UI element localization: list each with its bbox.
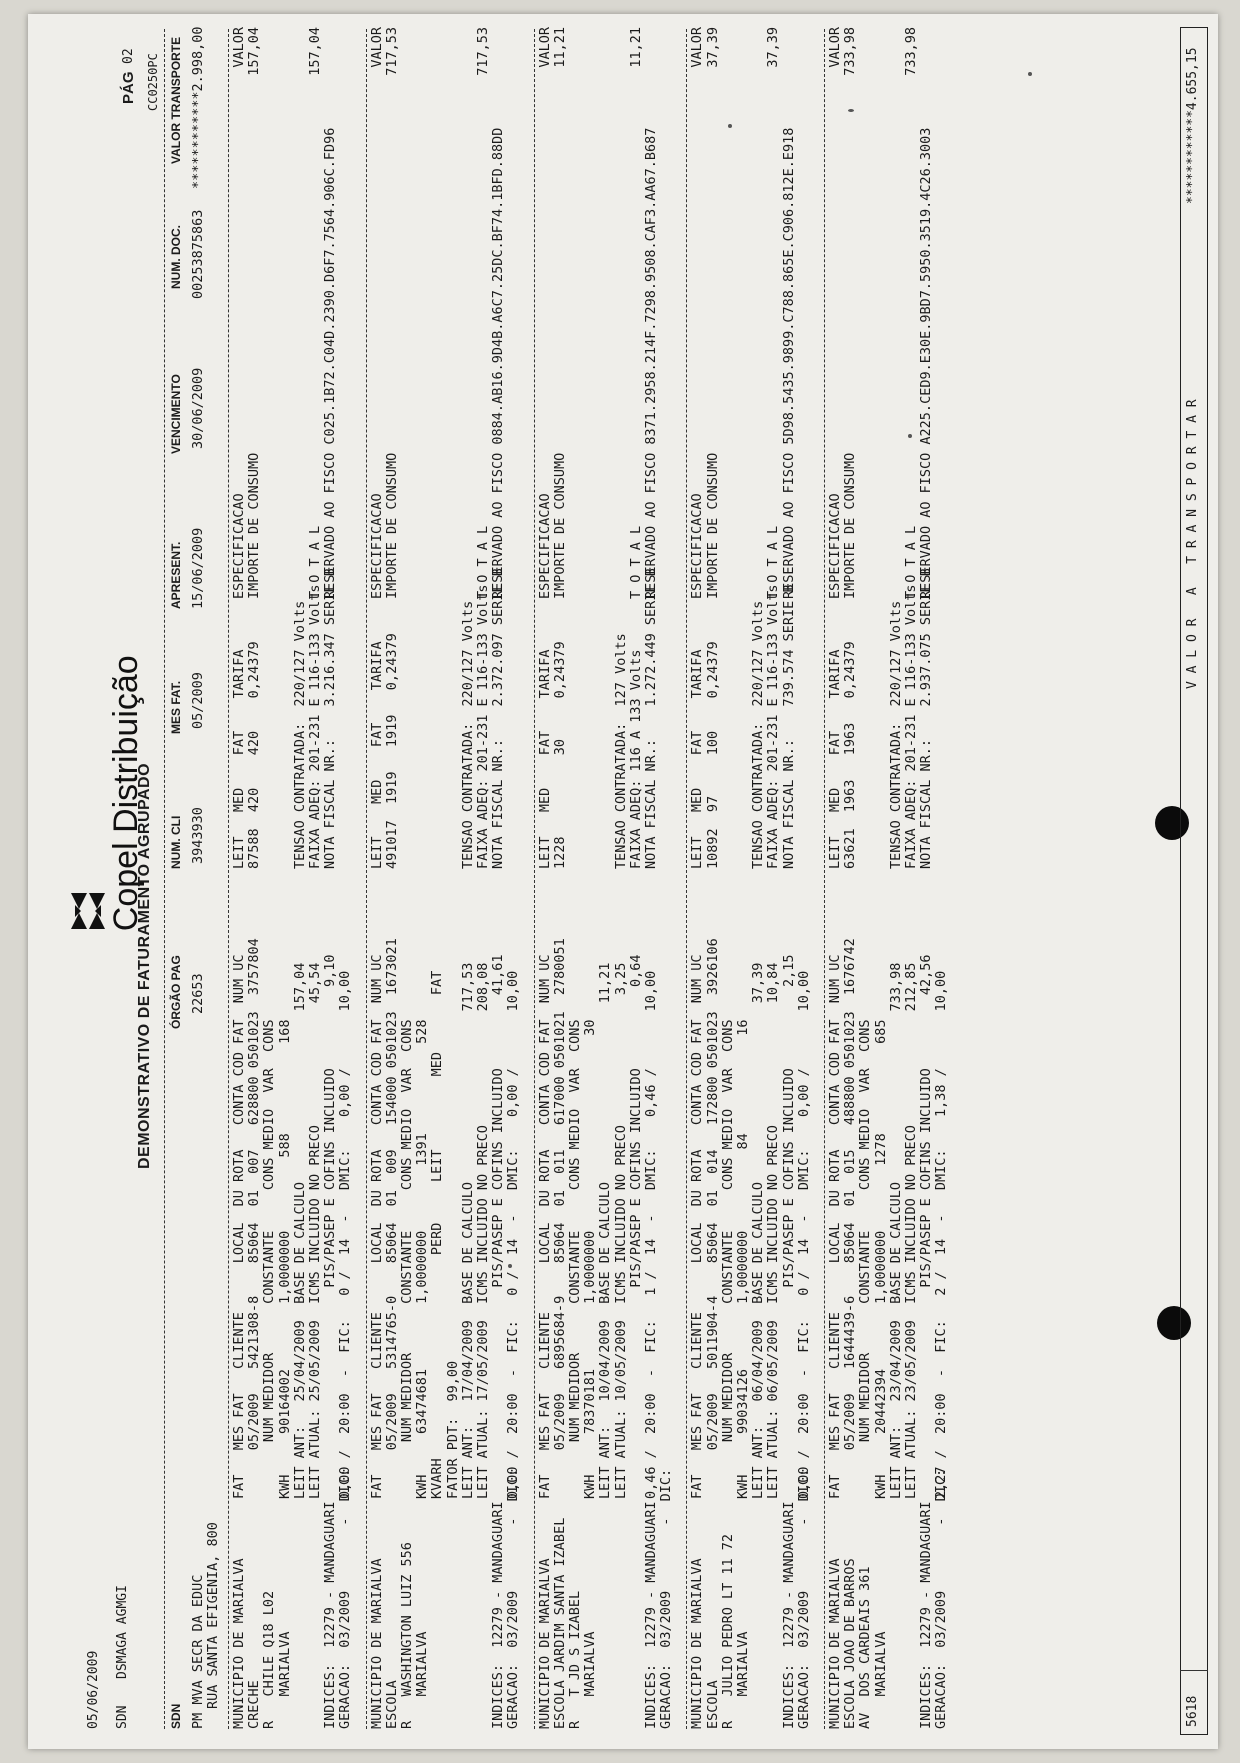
rotated-content: [28, 14, 1218, 1749]
summary-address: RUA SANTA EFIGENIA, 800: [205, 1522, 221, 1709]
record-line: GERACAO: 03/2009 - DIC:: [337, 1468, 354, 1729]
record-line: [400, 568, 415, 869]
copel-logo-icon: [69, 891, 107, 931]
record-line: [446, 1469, 461, 1729]
record-line: [598, 1469, 613, 1729]
record-line: [308, 1469, 323, 1729]
record-left: [538, 1469, 675, 1729]
record-line: [446, 27, 461, 76]
record-line: [858, 27, 873, 76]
record-line: TENSAO CONTRATADA: 220/127 Volts: [887, 600, 904, 869]
record-line: LEIT MED FAT TARIFA: [536, 649, 553, 869]
record-line: [400, 128, 415, 599]
record-line: [262, 568, 277, 869]
record-reading: [828, 568, 934, 869]
record-line: 157,04: [306, 27, 323, 76]
record-line: NOTA FISCAL NR.: 2.372.097 SERIE B: [490, 568, 507, 869]
record-divider: [534, 29, 535, 1729]
record-line: PIS/PASEP E COFINS INCLUIDO 42,56: [918, 954, 935, 1499]
col-valor-transporte: VALOR TRANSPORTE: [169, 36, 183, 164]
record-line: RESERVADO AO FISCO 0884.AB16.9D4B.A6C7.25DC.BF74.1BFD.88DD: [490, 127, 507, 599]
record-line: T O T A L: [902, 525, 919, 599]
record-billing: [690, 938, 812, 1499]
record-line: KVARH PERD LEIT MED FAT: [429, 970, 446, 1499]
record-line: [415, 128, 430, 599]
record-line: VALOR: [231, 27, 247, 68]
record-line: T O T A L: [474, 525, 491, 599]
record-line: INDICES: 12279 - MANDAGUARI: [780, 1501, 797, 1729]
record-reading: [370, 568, 507, 869]
header-sdn: SDN: [115, 1705, 130, 1729]
record-line: [766, 1469, 781, 1729]
record-line: 717,53: [383, 27, 400, 76]
record-line: MARIALVA: [734, 1631, 751, 1729]
record-line: R T JD S IZABEL: [566, 1590, 583, 1729]
record-line: PIS/PASEP E COFINS INCLUIDO 9,10: [322, 954, 339, 1499]
record-spec: [370, 128, 507, 599]
record-line: NOTA FISCAL NR.: 1.272.449 SERIE B: [642, 568, 659, 869]
record-line: ESCOLA JARDIM SANTA IZABEL: [551, 1517, 568, 1729]
record-line: [461, 1469, 476, 1729]
record-line: NUM MEDIDOR CONSTANTE CONS MEDIO VAR CONS: [719, 1019, 736, 1499]
record-line: IMPORTE DE CONSUMO: [383, 452, 400, 599]
record-line: MUNICIPIO DE MARIALVA: [368, 1558, 385, 1729]
record-line: [568, 128, 583, 599]
record-line: 0,46 / 20:00 - FIC: 1 / 14 - DMIC: 0,46 / 10,00: [642, 970, 659, 1499]
record-divider: [824, 29, 825, 1729]
record-line: 05/2009 6895684-9 85064 01 011 617000 0501021 2780051: [551, 938, 568, 1499]
col-sdn: SDN: [169, 1703, 183, 1729]
record-line: [874, 128, 889, 599]
record-line: 0,00 / 20:00 - FIC: 0 / 14 - DMIC: 0,00 / 10,00: [795, 970, 812, 1499]
record-line: LEIT ATUAL: 25/05/2009 ICMS INCLUIDO NO PRECO 45,54: [306, 962, 323, 1499]
record-line: 05/2009 1644439-6 85064 01 015 488800 0501023 1676742: [842, 938, 859, 1499]
record-line: 05/2009 5011904-4 85064 01 014 172800 0501023 3926106: [704, 938, 721, 1499]
record-line: 2,27 / 20:00 - FIC: 2 / 14 - DMIC: 1,38 / 10,00: [933, 970, 950, 1499]
summary-name: PM MVA SECR DA EDUC: [190, 1574, 206, 1729]
record-line: 733,98: [902, 27, 919, 76]
record-line: MUNICIPIO DE MARIALVA: [231, 1558, 247, 1729]
page-number: 02: [121, 48, 136, 64]
record-line: LEIT MED FAT TARIFA: [368, 641, 385, 869]
record-line: GERACAO: 03/2009 - DIC:: [505, 1468, 522, 1729]
record-line: 37,39: [765, 27, 782, 68]
record-line: [568, 568, 583, 869]
record-left: [828, 1469, 950, 1729]
summary-orgao: 22653: [190, 973, 206, 1014]
record-line: GERACAO: 03/2009 - DIC:: [933, 1468, 950, 1729]
record-line: R CHILE Q18 L02: [261, 1590, 278, 1729]
record-line: TENSAO CONTRATADA: 220/127 Volts: [459, 600, 476, 869]
record-line: NUM MEDIDOR CONSTANTE CONS MEDIO VAR CONS: [398, 1019, 415, 1499]
record-line: ESPECIFICACAO: [231, 493, 247, 599]
record-line: VALOR: [689, 27, 706, 68]
record-line: NOTA FISCAL NR.: 3.216.347 SERIE B: [322, 568, 339, 869]
record-line: TENSAO CONTRATADA: 127 Volts: [612, 633, 629, 869]
record-line: PIS/PASEP E COFINS INCLUIDO 41,61: [490, 954, 507, 1499]
record-line: 0,00 / 20:00 - FIC: 0 / 14 - DMIC: 0,00 / 10,00: [505, 970, 522, 1499]
record-line: [721, 128, 736, 599]
record-line: 0,00 / 20:00 - FIC: 0 / 14 - DMIC: 0,00 / 10,00: [337, 970, 354, 1499]
record-line: 10892 97 100 0,24379: [704, 641, 721, 869]
record-value: [690, 27, 781, 68]
record-line: NOTA FISCAL NR.: 739.574 SERIE B: [780, 584, 797, 869]
record-line: RESERVADO AO FISCO 5D98.5435.9899.C788.865E.C906.812E.E918: [780, 127, 797, 599]
record-line: MARIALVA: [872, 1631, 889, 1729]
summary-num-doc: 00253875863: [190, 209, 206, 299]
record-line: IMPORTE DE CONSUMO: [551, 452, 568, 599]
record-line: FAT MES FAT CLIENTE LOCAL DU ROTA CONTA COD FAT NUM UC: [536, 954, 553, 1499]
record-line: [262, 27, 277, 76]
record-line: LEIT ATUAL: 23/05/2009 ICMS INCLUIDO NO PRECO 212,85: [902, 962, 919, 1499]
record-line: PIS/PASEP E COFINS INCLUIDO 0,64: [627, 954, 644, 1499]
record-divider: [686, 29, 687, 1729]
record-line: INDICES: 12279 - MANDAGUARI: [490, 1501, 507, 1729]
col-vencimento: VENCIMENTO: [169, 374, 183, 454]
record-value: [538, 27, 644, 68]
record-line: MARIALVA: [276, 1631, 293, 1729]
summary-vencimento: 30/06/2009: [190, 367, 206, 449]
record-line: LEIT MED FAT TARIFA: [827, 649, 843, 869]
record-line: AV DOS CARDEAIS 361: [857, 1566, 874, 1729]
record-line: [889, 128, 904, 599]
record-line: LEIT ANT: 23/04/2009 BASE DE CALCULO 733,98: [887, 962, 904, 1499]
record-line: INDICES: 12279 - MANDAGUARI: [918, 1501, 935, 1729]
record-line: 491017 1919 1919 0,24379: [383, 633, 400, 869]
record-line: ESCOLA: [383, 1680, 400, 1729]
footer-divider: [1180, 1670, 1208, 1671]
record-line: LEIT ATUAL: 10/05/2009 ICMS INCLUIDO NO PRECO 3,25: [612, 962, 629, 1499]
record-line: [461, 27, 476, 76]
record-line: T O T A L: [306, 525, 323, 599]
record-line: [736, 128, 751, 599]
record-value: [828, 27, 919, 76]
record-line: LEIT ANT: 25/04/2009 BASE DE CALCULO 157,04: [291, 962, 308, 1499]
record-line: LEIT ATUAL: 06/05/2009 ICMS INCLUIDO NO PRECO 10,84: [765, 962, 782, 1499]
footer-code: 5618: [1185, 1695, 1200, 1727]
record-line: [889, 27, 904, 76]
record-line: INDICES: 12279 - MANDAGUARI: [322, 1501, 339, 1729]
record-line: LEIT MED FAT TARIFA: [689, 649, 706, 869]
record-line: [736, 27, 751, 68]
record-line: [614, 128, 629, 599]
record-line: LEIT MED FAT TARIFA: [231, 649, 247, 869]
record-line: [430, 1469, 445, 1729]
record-line: VALOR: [827, 27, 843, 68]
record-line: FATOR PDT: 99,00: [444, 1360, 461, 1499]
record-line: [262, 128, 277, 599]
summary-mes-fat: 05/2009: [190, 672, 206, 729]
summary-num-cli: 3943930: [190, 807, 206, 864]
record-reading: [232, 568, 338, 869]
record-line: RESERVADO AO FISCO A225.CED9.E30E.9BD7.5950.3519.4C26.3003: [918, 127, 935, 599]
page-label: PÁG: [120, 71, 137, 104]
record-line: 05/2009 5314765-0 85064 01 009 154000 0501023 1673021: [383, 938, 400, 1499]
record-line: VALOR: [368, 27, 385, 68]
record-line: ESPECIFICACAO: [689, 493, 706, 599]
record-divider: [366, 29, 367, 1729]
summary-apresent: 15/06/2009: [190, 527, 206, 609]
record-line: LEIT ANT: 06/04/2009 BASE DE CALCULO 37,39: [750, 962, 767, 1499]
footer-box: [1180, 27, 1208, 1735]
record-line: NUM MEDIDOR CONSTANTE CONS MEDIO VAR CONS: [857, 1019, 874, 1499]
record-line: 11,21: [551, 27, 568, 68]
record-line: [751, 27, 766, 68]
record-line: 63621 1963 1963 0,24379: [842, 641, 859, 869]
record-line: FAT MES FAT CLIENTE LOCAL DU ROTA CONTA COD FAT NUM UC: [689, 954, 706, 1499]
record-line: TENSAO CONTRATADA: 220/127 Volts: [291, 600, 308, 869]
record-line: [598, 568, 613, 869]
record-line: [629, 1469, 644, 1729]
record-line: NUM MEDIDOR CONSTANTE CONS MEDIO VAR CONS: [566, 1019, 583, 1499]
record-reading: [538, 568, 660, 869]
footer-transport-label: V A L O R A T R A N S P O R T A R: [1185, 399, 1200, 689]
record-line: KWH 90164002 1,0000000 588 168: [276, 1019, 293, 1499]
record-line: [400, 27, 415, 76]
record-line: FAT MES FAT CLIENTE LOCAL DU ROTA CONTA COD FAT NUM UC: [827, 954, 843, 1499]
record-spec: [690, 128, 796, 599]
record-line: [751, 1469, 766, 1729]
header-unit: DSMAGA AGMGI: [115, 1585, 130, 1679]
record-line: [614, 1469, 629, 1729]
record-line: ESCOLA JOAO DE BARROS: [842, 1558, 859, 1729]
record-line: FAIXA ADEQ: 201-231 E 116-133 Volts: [902, 584, 919, 869]
record-line: MUNICIPIO DE MARIALVA: [536, 1558, 553, 1729]
col-num-doc: NUM. DOC.: [169, 225, 183, 289]
record-line: FAIXA ADEQ: 201-231 E 116-133 Volts: [765, 584, 782, 869]
logo-text: Copel Distribuição: [107, 655, 145, 932]
record-line: CRECHE: [246, 1680, 263, 1729]
record-spec: [538, 128, 660, 599]
record-line: RESERVADO AO FISCO 8371.2958.214F.7298.9508.CAF3.AA67.B687: [642, 127, 659, 599]
record-line: [751, 128, 766, 599]
record-line: VALOR: [536, 27, 553, 68]
record-line: KWH 63474681 1,0000000 1391 528: [414, 1019, 431, 1499]
header-date: 05/06/2009: [86, 1650, 101, 1729]
record-left: [232, 1469, 354, 1729]
record-line: [904, 1469, 919, 1729]
record-left: [370, 1469, 522, 1729]
record-line: [476, 1469, 491, 1729]
record-line: [430, 128, 445, 599]
record-value: [232, 27, 323, 76]
record-divider: [228, 29, 229, 1729]
record-line: PIS/PASEP E COFINS INCLUIDO 2,15: [780, 954, 797, 1499]
record-line: [278, 568, 293, 869]
record-line: R JULIO PEDRO LT 11 72: [719, 1533, 736, 1729]
record-line: 717,53: [474, 27, 491, 76]
record-reading: [690, 585, 796, 869]
record-line: [415, 27, 430, 76]
record-billing: [828, 938, 950, 1499]
record-line: [874, 27, 889, 76]
record-left: [690, 1469, 812, 1729]
record-line: FAIXA ADEQ: 201-231 E 116-133 Volts: [474, 584, 491, 869]
record-line: FAT MES FAT CLIENTE LOCAL DU ROTA CONTA COD FAT NUM UC: [231, 954, 247, 1499]
record-line: IMPORTE DE CONSUMO: [842, 452, 859, 599]
record-line: R WASHINGTON LUIZ 556: [398, 1542, 415, 1729]
record-line: KWH 99034126 1,0000000 84 16: [734, 1019, 751, 1499]
record-line: [278, 27, 293, 76]
record-line: [721, 27, 736, 68]
record-line: [889, 1469, 904, 1729]
record-line: MARIALVA: [582, 1631, 599, 1729]
record-line: [278, 128, 293, 599]
record-line: [568, 27, 583, 68]
record-line: T O T A L: [765, 525, 782, 599]
form-code: CC0250PC: [146, 53, 160, 111]
record-line: MARIALVA: [414, 1631, 431, 1729]
record-line: TENSAO CONTRATADA: 220/127 Volts: [750, 600, 767, 869]
record-billing: [232, 938, 354, 1499]
record-line: [583, 128, 598, 599]
record-line: [293, 27, 308, 76]
record-line: LEIT ANT: 17/04/2009 BASE DE CALCULO 717,53: [459, 962, 476, 1499]
record-line: 733,98: [842, 27, 859, 76]
document-page: [28, 14, 1218, 1749]
record-line: [430, 27, 445, 76]
record-line: ESPECIFICACAO: [536, 493, 553, 599]
record-line: 1228 30 0,24379: [551, 641, 568, 869]
record-billing: [370, 938, 522, 1499]
record-line: FAIXA ADEQ: 201-231 E 116-133 Volts: [306, 584, 323, 869]
record-line: GERACAO: 03/2009 - DIC:: [658, 1468, 675, 1729]
record-billing: [538, 938, 660, 1499]
record-line: 87588 420 420 0,24379: [246, 641, 263, 869]
summary-valor-transporte: ************2.998,00: [190, 26, 206, 189]
record-line: ESPECIFICACAO: [368, 493, 385, 599]
record-line: 157,04: [246, 27, 263, 76]
record-line: FAT MES FAT CLIENTE LOCAL DU ROTA CONTA COD FAT NUM UC: [368, 954, 385, 1499]
record-line: 05/2009 5421308-8 85064 01 007 628800 0501023 3757804: [246, 938, 263, 1499]
record-line: [721, 585, 736, 869]
record-line: [446, 128, 461, 599]
record-line: IMPORTE DE CONSUMO: [246, 452, 263, 599]
record-line: [430, 568, 445, 869]
record-line: KWH 20442394 1,0000000 1278 685: [872, 1019, 889, 1499]
record-line: 11,21: [627, 27, 644, 68]
record-line: NUM MEDIDOR CONSTANTE CONS MEDIO VAR CONS: [261, 1019, 278, 1499]
record-line: LEIT ATUAL: 17/05/2009 ICMS INCLUIDO NO PRECO 208,08: [474, 962, 491, 1499]
record-line: INDICES: 12279 - MANDAGUARI: [642, 1501, 659, 1729]
record-line: ESCOLA: [704, 1680, 721, 1729]
record-line: [415, 568, 430, 869]
record-line: FAIXA ADEQ: 116 A 133 Volts: [627, 649, 644, 869]
record-line: T O T A L: [627, 525, 644, 599]
record-line: KWH 78370181 1,0000000 30: [582, 1019, 599, 1499]
col-num-cli: NUM. CLI: [169, 815, 183, 869]
record-line: [446, 568, 461, 869]
footer-transport-value: ************4.655,15: [1185, 47, 1200, 204]
record-line: LEIT ANT: 10/04/2009 BASE DE CALCULO 11,21: [597, 962, 614, 1499]
record-spec: [828, 128, 934, 599]
record-spec: [232, 128, 338, 599]
record-line: [736, 585, 751, 869]
record-line: [293, 1469, 308, 1729]
col-orgao: ÓRGÃO PAG: [169, 955, 183, 1029]
record-line: NOTA FISCAL NR.: 2.937.075 SERIE B: [918, 568, 935, 869]
record-line: [293, 128, 308, 599]
record-line: [583, 568, 598, 869]
record-line: [583, 27, 598, 68]
record-line: [874, 568, 889, 869]
record-line: [461, 128, 476, 599]
record-line: ESPECIFICACAO: [827, 493, 843, 599]
divider: [164, 29, 165, 1729]
record-line: MUNICIPIO DE MARIALVA: [827, 1558, 843, 1729]
record-line: [858, 568, 873, 869]
document-title: DEMONSTRATIVO DE FATURAMENTO AGRUPADO: [136, 762, 153, 1169]
col-apresent: APRESENT.: [169, 541, 183, 609]
record-line: [598, 27, 613, 68]
record-line: 37,39: [704, 27, 721, 68]
col-mes-fat: MES FAT.: [169, 680, 183, 734]
record-line: MUNICIPIO DE MARIALVA: [689, 1558, 706, 1729]
record-line: [614, 27, 629, 68]
record-line: GERACAO: 03/2009 - DIC:: [795, 1468, 812, 1729]
record-value: [370, 27, 492, 76]
record-line: [858, 128, 873, 599]
record-line: [598, 128, 613, 599]
record-line: IMPORTE DE CONSUMO: [704, 452, 721, 599]
record-line: RESERVADO AO FISCO C025.1B72.C04D.2390.D6F7.7564.906C.FD96: [322, 127, 339, 599]
